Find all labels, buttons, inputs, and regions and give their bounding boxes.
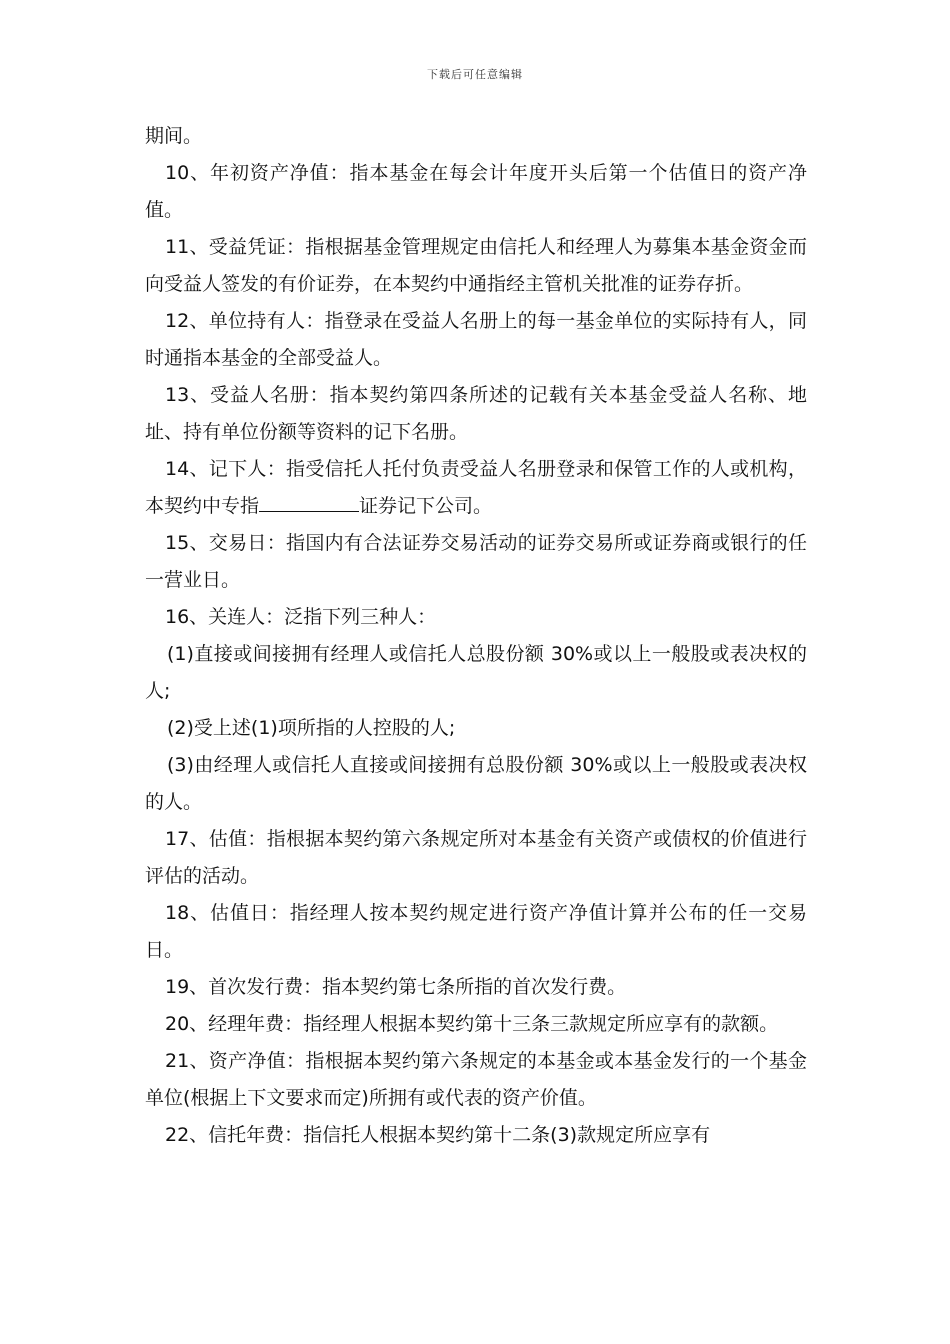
- paragraph-item-15: 15、交易日：指国内有合法证券交易活动的证券交易所或证券商或银行的任一营业日。: [145, 532, 807, 591]
- fill-in-blank-line: [259, 493, 359, 512]
- document-body: [145, 118, 807, 1154]
- paragraph-item-11: 11、受益凭证：指根据基金管理规定由信托人和经理人为募集本基金资金而向受益人签发的有价证券，在本契约中通指经主管机关批准的证券存折。: [145, 236, 807, 295]
- paragraph-item-16: 16、关连人：泛指下列三种人：: [165, 606, 437, 628]
- paragraph-subitem-3: (3)由经理人或信托人直接或间接拥有总股份额 30%或以上一般股或表决权的人。: [145, 754, 807, 813]
- paragraph-item-17: 17、估值：指根据本契约第六条规定所对本基金有关资产或债权的价值进行评估的活动。: [145, 828, 807, 887]
- paragraph-item-19: 19、首次发行费：指本契约第七条所指的首次发行费。: [165, 976, 627, 998]
- paragraph-item-14-text: 14、记下人：指受信托人托付负责受益人名册登录和保管工作的人或机构，本契约中专指: [145, 458, 807, 517]
- paragraph-item-18: 18、估值日：指经理人按本契约规定进行资产净值计算并公布的任一交易日。: [145, 902, 807, 961]
- paragraph-subitem-1: (1)直接或间接拥有经理人或信托人总股份额 30%或以上一般股或表决权的人;: [145, 643, 807, 702]
- paragraph-item-10: 10、年初资产净值：指本基金在每会计年度开头后第一个估值日的资产净值。: [145, 162, 807, 221]
- paragraph-item-22: 22、信托年费：指信托人根据本契约第十二条(3)款规定所应享有: [165, 1124, 711, 1146]
- paragraph-item-14: [145, 451, 807, 525]
- paragraph-item-21: 21、资产净值：指根据本契约第六条规定的本基金或本基金发行的一个基金单位(根据上下文要求而定)所拥有或代表的资产价值。: [145, 1050, 807, 1109]
- paragraph-subitem-2: (2)受上述(1)项所指的人控股的人;: [167, 717, 456, 739]
- paragraph-continuation: 期间。: [145, 125, 203, 147]
- page-header: 下载后可任意编辑: [427, 68, 523, 81]
- paragraph-item-20: 20、经理年费：指经理人根据本契约第十三条三款规定所应享有的款额。: [165, 1013, 779, 1035]
- paragraph-item-14-text-end: 证券记下公司。: [359, 495, 493, 517]
- paragraph-item-13: 13、受益人名册：指本契约第四条所述的记载有关本基金受益人名称、地址、持有单位份额等资料的记下名册。: [145, 384, 807, 443]
- paragraph-item-12: 12、单位持有人：指登录在受益人名册上的每一基金单位的实际持有人，同时通指本基金的全部受益人。: [145, 310, 807, 369]
